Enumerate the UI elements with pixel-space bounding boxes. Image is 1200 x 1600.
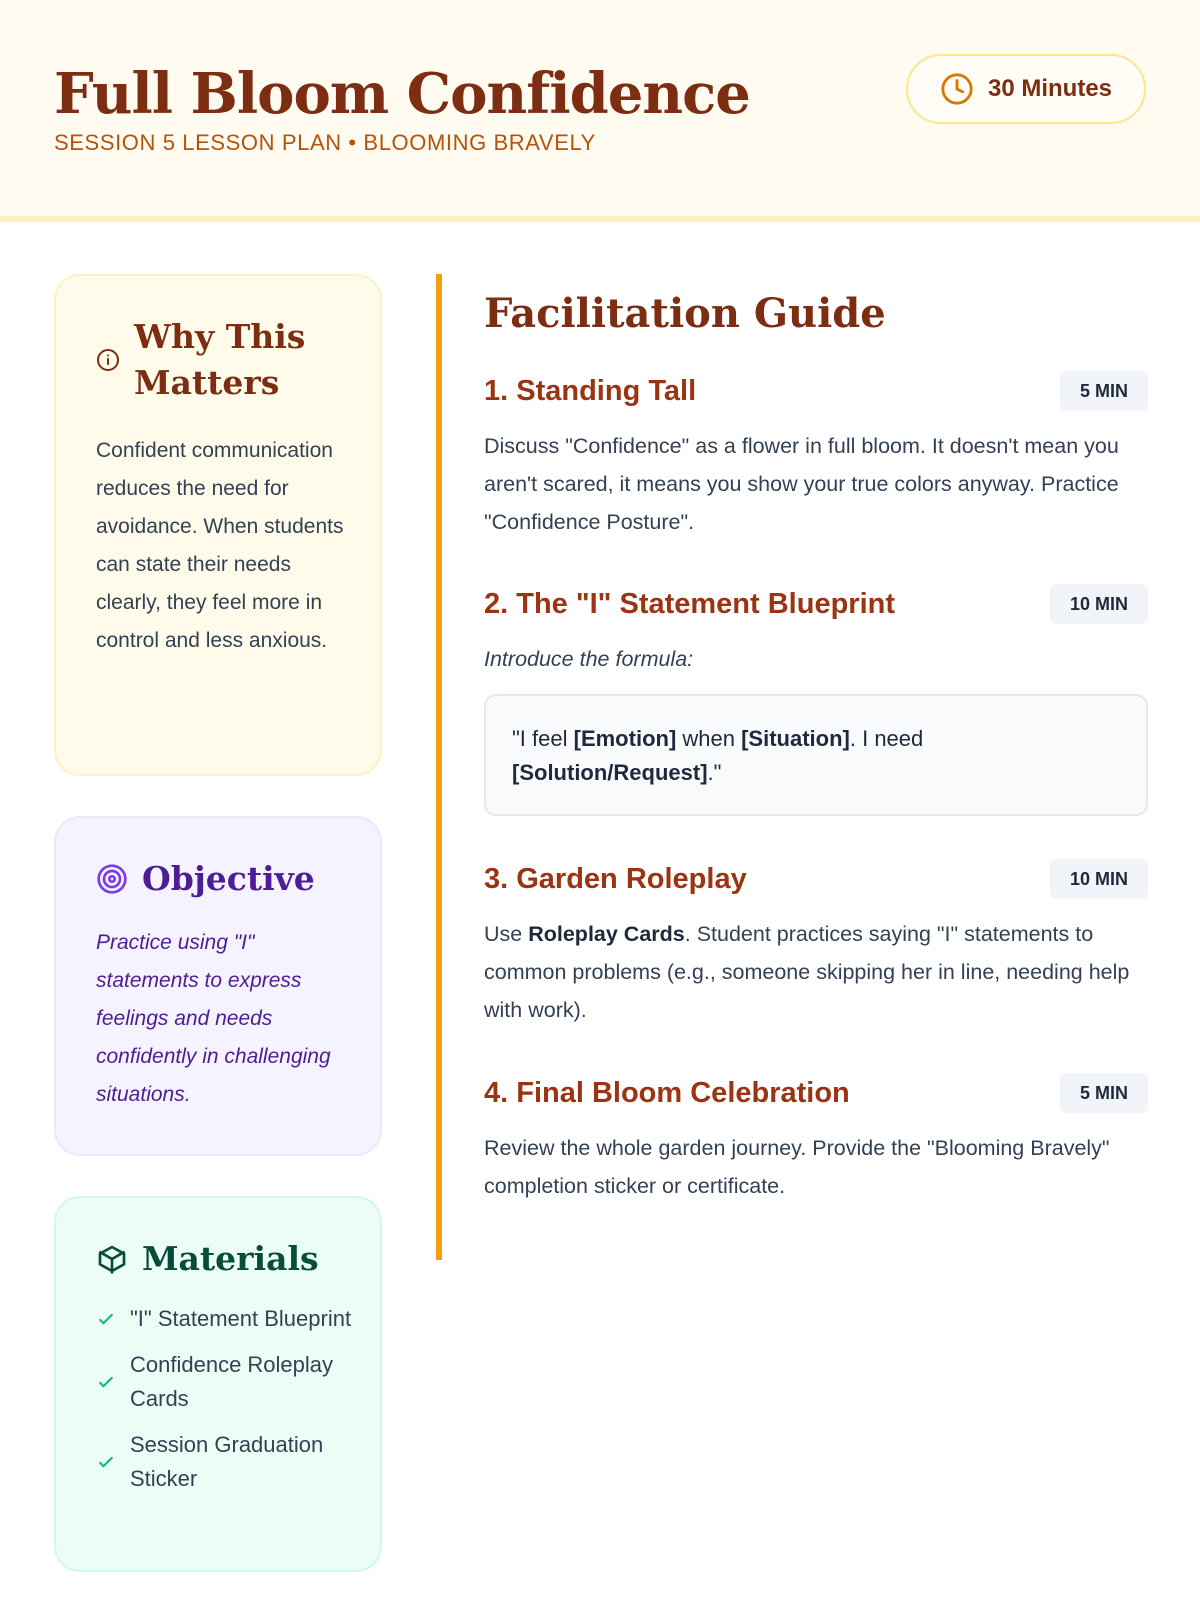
step-description-text: . Student practices saying "I" statements to common problems (e.g., someone skipping her in line, needing help with work). [484, 922, 1130, 1022]
formula-box [484, 694, 1148, 816]
step-description-bold: Roleplay Cards [528, 922, 685, 946]
page-subtitle: SESSION 5 LESSON PLAN • BLOOMING BRAVELY [54, 130, 596, 155]
step-description-text: Use [484, 922, 529, 946]
duration-text: 30 Minutes [987, 75, 1113, 102]
step-header [484, 371, 1148, 411]
step-duration-badge: 10 MIN [1050, 859, 1148, 899]
info-icon [96, 348, 120, 372]
materials-card-header [96, 1236, 319, 1282]
step-title: 1. Standing Tall [484, 374, 697, 407]
step-duration-badge: 5 MIN [1060, 371, 1148, 411]
materials-item-label: Confidence Roleplay Cards [130, 1352, 334, 1411]
step-description [484, 915, 1148, 1029]
page-title: Full Bloom Confidence [54, 61, 750, 127]
guide-step [484, 859, 1148, 1029]
formula-text: . I need [849, 726, 924, 751]
materials-card-title: Materials [142, 1239, 319, 1278]
formula-request: [Solution/Request] [512, 760, 708, 785]
step-duration-badge: 5 MIN [1060, 1073, 1148, 1113]
header [0, 0, 1200, 222]
check-icon [96, 1452, 116, 1472]
step-header [484, 584, 1148, 624]
materials-card [54, 1196, 382, 1572]
duration-badge [906, 54, 1146, 124]
materials-item [96, 1348, 356, 1416]
guide-step [484, 584, 1148, 816]
materials-item-label: "I" Statement Blueprint [130, 1306, 352, 1331]
check-icon [96, 1372, 116, 1392]
box-icon [96, 1243, 128, 1275]
objective-card [54, 816, 382, 1156]
step-duration-badge: 10 MIN [1050, 584, 1148, 624]
why-card [54, 274, 382, 776]
why-card-header [96, 314, 314, 406]
formula-text: "I feel [512, 726, 574, 751]
guide-step [484, 371, 1148, 541]
why-card-title: Why This Matters [134, 317, 306, 402]
step-header [484, 1073, 1148, 1113]
objective-card-title: Objective [142, 859, 315, 898]
formula-text: ." [707, 760, 722, 785]
materials-list [96, 1302, 356, 1508]
section-divider [436, 274, 442, 1260]
step-description: Discuss "Confidence" as a flower in full bloom. It doesn't mean you aren't scared, it means you show your true colors anyway. Practice "Confidence Posture". [484, 434, 1119, 534]
step-title: 3. Garden Roleplay [484, 862, 747, 895]
formula-emotion: [Emotion] [573, 726, 677, 751]
clock-icon [940, 72, 974, 106]
why-card-body: Confident communication reduces the need for avoidance. When students can state their needs clearly, they feel more in control and less anxious. [96, 439, 344, 652]
step-title: 4. Final Bloom Celebration [484, 1076, 850, 1109]
formula-text: when [676, 726, 742, 751]
guide-step [484, 1073, 1148, 1205]
materials-item [96, 1428, 356, 1496]
step-intro: Introduce the formula: [484, 647, 694, 671]
guide-title: Facilitation Guide [484, 290, 886, 337]
target-icon [96, 863, 128, 895]
objective-card-header [96, 856, 315, 902]
materials-item [96, 1302, 356, 1336]
step-title: 2. The "I" Statement Blueprint [484, 587, 895, 620]
step-description: Review the whole garden journey. Provide the "Blooming Bravely" completion sticker or certificate. [484, 1136, 1110, 1198]
check-icon [96, 1309, 116, 1329]
materials-item-label: Session Graduation Sticker [130, 1432, 324, 1491]
formula-situation: [Situation] [741, 726, 850, 751]
step-header [484, 859, 1148, 899]
objective-card-body: Practice using "I" statements to express feelings and needs confidently in challenging situations. [96, 931, 331, 1106]
